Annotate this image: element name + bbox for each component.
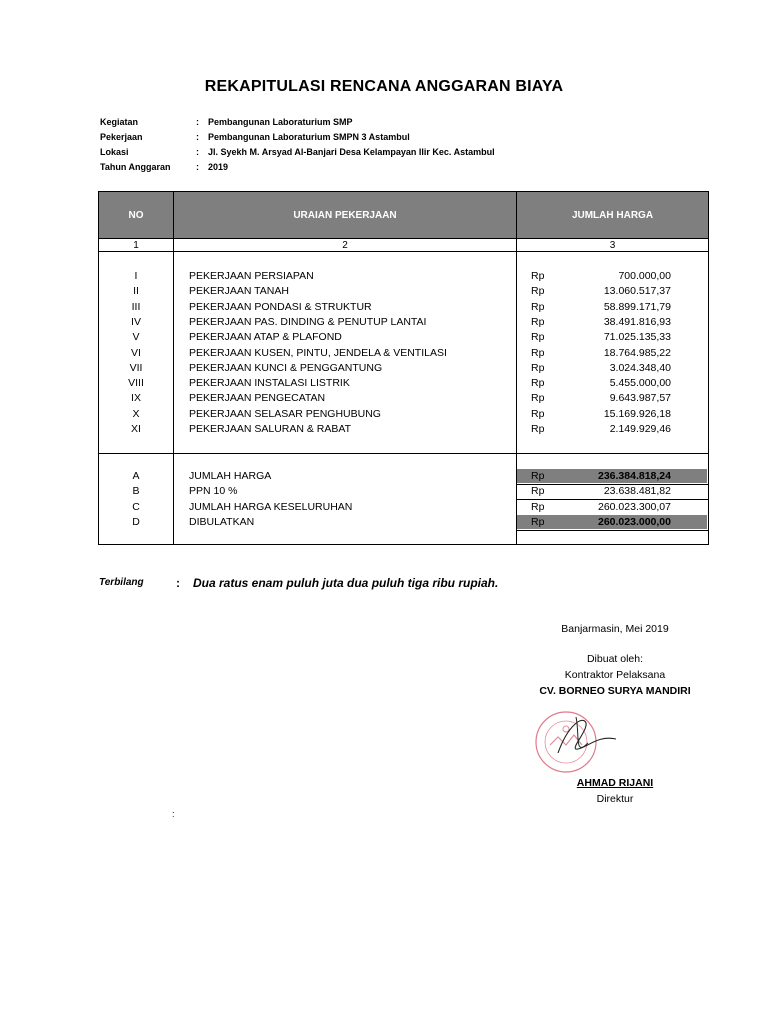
row-value: 13.060.517,37 [603,285,671,298]
col-number-2: 2 [342,239,348,251]
row-desc: PPN 10 % [189,485,238,498]
header-uraian: URAIAN PEKERJAAN [174,192,516,238]
table-row [99,300,708,315]
col-number-3: 3 [609,239,616,251]
row-currency: Rp [531,377,545,390]
row-value: 3.024.348,40 [609,361,671,374]
row-currency: Rp [531,331,545,344]
row-no: XI [131,423,141,435]
table-row [99,422,708,437]
row-currency: Rp [531,285,545,298]
row-value: 23.638.481,82 [603,485,671,498]
row-currency: Rp [531,470,545,482]
info-label-tahun: Tahun Anggaran [100,162,171,172]
row-currency: Rp [531,361,545,374]
row-no: VIII [128,377,144,390]
info-value-tahun: 2019 [208,162,229,172]
row-no: IV [131,315,141,328]
row-value: 38.491.816,93 [603,315,671,328]
row-value: 5.455.000,00 [609,377,671,390]
company-stamp-icon [528,705,618,775]
table-row [99,376,708,391]
table-row [99,346,708,361]
row-value: 236.384.818,24 [598,470,671,482]
row-no: II [133,285,139,298]
row-desc: PEKERJAAN PENGECATAN [189,392,326,405]
row-desc: PEKERJAAN ATAP & PLAFOND [189,331,342,344]
row-divider [99,251,708,252]
row-value: 58.899.171,79 [603,300,671,313]
info-label-kegiatan: Kegiatan [100,117,139,127]
row-currency: Rp [531,423,545,435]
row-no: V [132,331,140,344]
row-desc: JUMLAH HARGA KESELURUHAN [189,500,353,513]
row-desc: PEKERJAAN PERSIAPAN [189,270,314,282]
total-row [99,469,708,484]
table-row [99,269,708,284]
row-desc: DIBULATKAN [189,515,255,528]
row-no: IX [131,392,141,405]
row-no: III [131,300,141,313]
row-value: 9.643.987,57 [609,392,671,405]
row-desc: PEKERJAAN PAS. DINDING & PENUTUP LANTAI [189,315,427,328]
row-no: X [132,407,140,420]
row-desc: PEKERJAAN KUSEN, PINTU, JENDELA & VENTILASI [189,346,447,359]
row-no: C [132,500,140,513]
table-row [99,284,708,299]
row-no: A [132,470,140,482]
header-jumlah: JUMLAH HARGA [517,192,708,238]
row-currency: Rp [531,270,545,282]
row-currency: Rp [531,500,545,513]
header-no: NO [99,192,173,238]
info-colon: : [196,147,199,157]
info-value-lokasi: Jl. Syekh M. Arsyad Al-Banjari Desa Kelampayan Ilir Kec. Astambul [208,147,495,157]
row-no: I [134,270,138,282]
row-desc: JUMLAH HARGA [189,470,272,482]
row-value: 71.025.135,33 [603,331,671,344]
row-no: D [132,515,140,528]
row-desc: PEKERJAAN SALURAN & RABAT [189,423,352,435]
table-row [99,315,708,330]
row-no: VII [129,361,143,374]
row-value: 15.169.926,18 [603,407,671,420]
row-currency: Rp [531,485,545,498]
terbilang-text: Dua ratus enam puluh juta dua puluh tiga ribu rupiah. [193,576,499,590]
row-currency: Rp [531,392,545,405]
signer-name: AHMAD RIJANI [576,777,654,789]
row-value: 260.023.300,07 [598,500,671,513]
row-desc: PEKERJAAN INSTALASI LISTRIK [189,377,350,390]
total-row [99,500,708,515]
row-desc: PEKERJAAN TANAH [189,285,289,298]
info-label-lokasi: Lokasi [100,147,129,157]
table-row [99,361,708,376]
budget-table [98,191,709,545]
company-name: CV. BORNEO SURYA MANDIRI [539,685,691,697]
terbilang-label: Terbilang [99,577,144,588]
table-row [99,391,708,406]
row-currency: Rp [531,315,545,328]
row-desc: PEKERJAAN KUNCI & PENGGANTUNG [189,361,383,374]
row-no: VI [131,346,141,359]
info-value-kegiatan: Pembangunan Laboraturium SMP [208,117,353,127]
row-desc: PEKERJAAN PONDASI & STRUKTUR [189,300,372,313]
row-desc: PEKERJAAN SELASAR PENGHUBUNG [189,407,381,420]
signer-position: Direktur [596,793,634,805]
stray-colon: : [172,809,175,819]
row-divider [99,453,708,454]
row-currency: Rp [531,300,545,313]
made-by: Dibuat oleh: [586,653,644,665]
total-row [99,484,708,499]
row-value: 18.764.985,22 [603,346,671,359]
info-colon: : [196,117,199,127]
info-colon: : [196,162,199,172]
info-colon: : [196,132,199,142]
col-number-1: 1 [133,239,139,251]
table-row [99,330,708,345]
row-value: 260.023.000,00 [598,515,671,528]
document-title: REKAPITULASI RENCANA ANGGARAN BIAYA [204,78,564,95]
row-no: B [132,485,140,498]
contractor-role: Kontraktor Pelaksana [564,669,666,681]
place-date: Banjarmasin, Mei 2019 [561,623,669,635]
row-value: 700.000,00 [618,270,671,282]
total-row [99,515,708,530]
terbilang-colon: : [176,576,180,590]
row-value: 2.149.929,46 [609,423,671,435]
table-row [99,407,708,422]
row-currency: Rp [531,515,545,528]
info-label-pekerjaan: Pekerjaan [100,132,143,142]
row-currency: Rp [531,407,545,420]
info-value-pekerjaan: Pembangunan Laboraturium SMPN 3 Astambul [208,132,410,142]
row-currency: Rp [531,346,545,359]
